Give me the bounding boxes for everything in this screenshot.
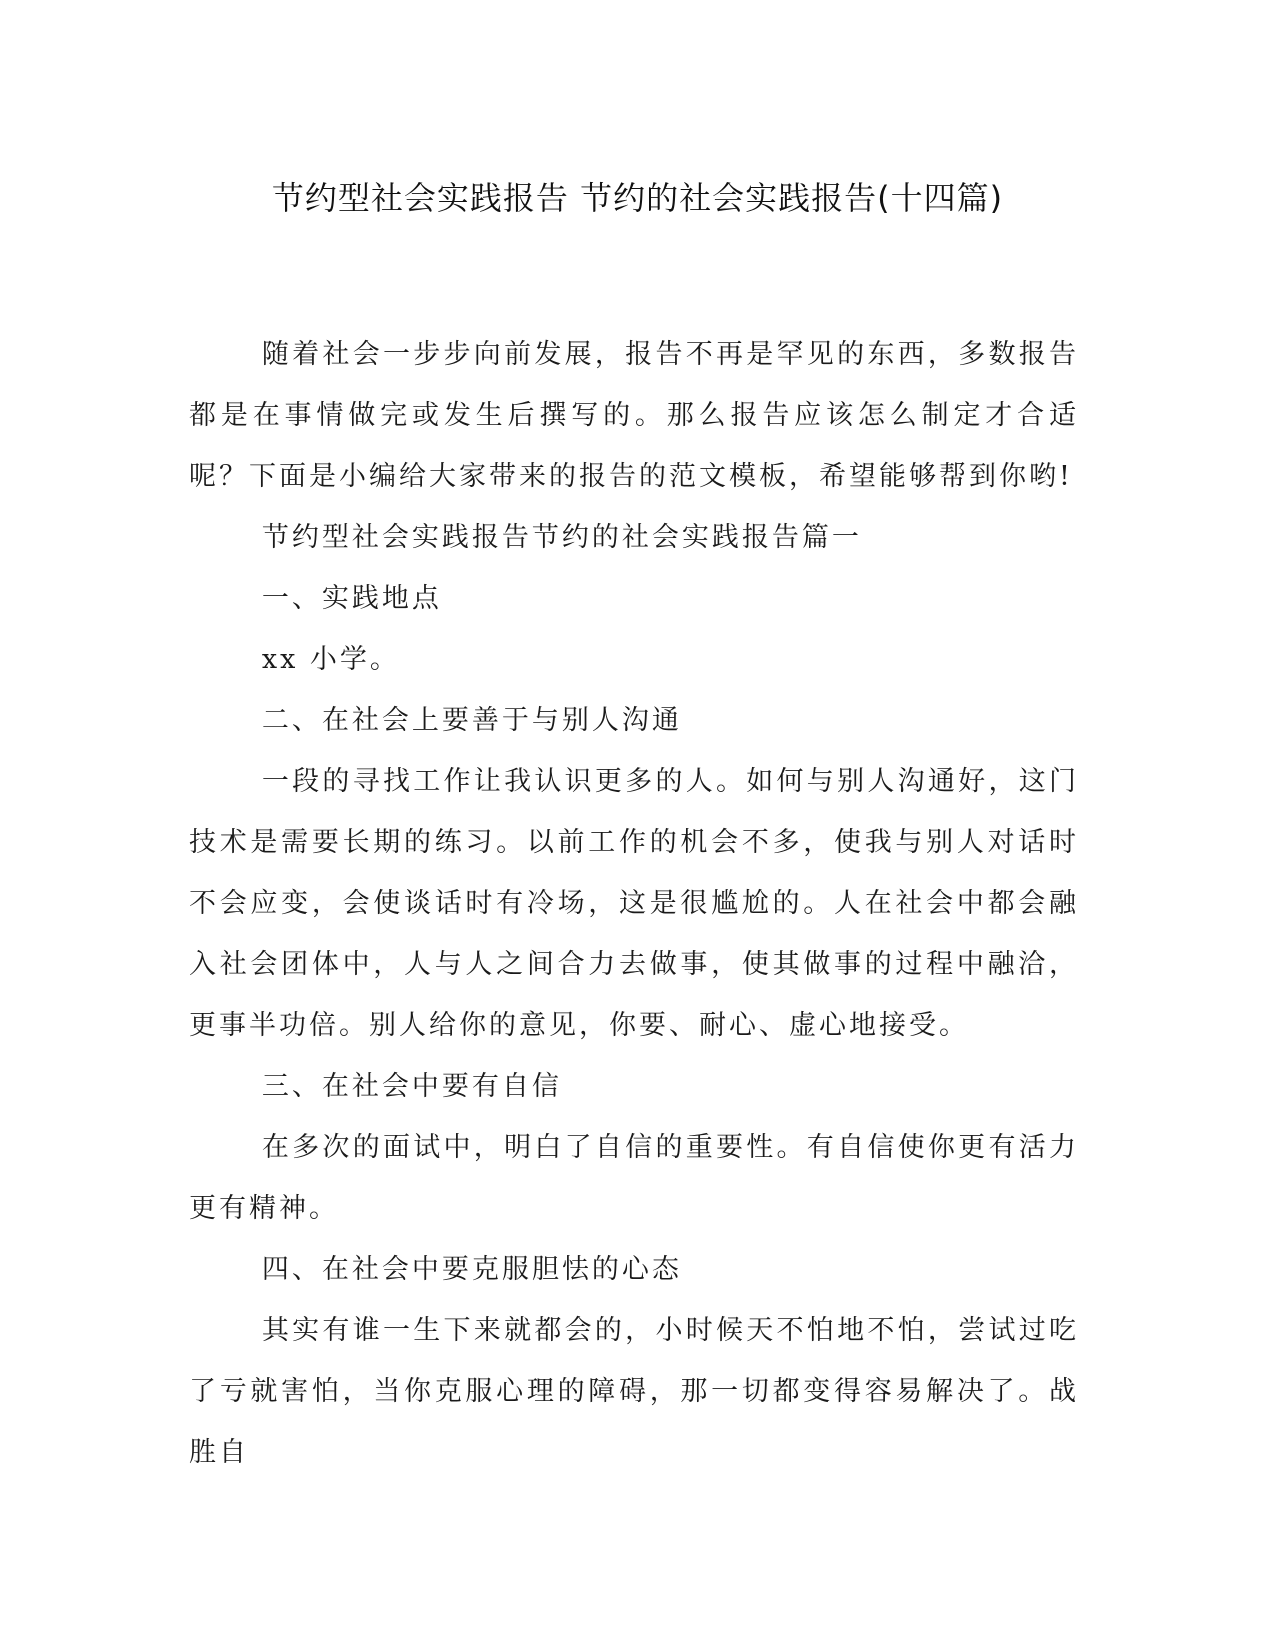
heading-overcome-timidity: 四、在社会中要克服胆怯的心态 [261,1254,682,1285]
intro-paragraph: 随着社会一步步向前发展，报告不再是罕见的东西，多数报告都是在事情做完或发生后撰写的。那么报告应该怎么制定才合适呢？下面是小编给大家带来的报告的范文模板，希望能够帮到你哟! [189,339,1079,492]
heading-communication: 二、在社会上要善于与别人沟通 [261,705,682,736]
document-title: 节约型社会实践报告 节约的社会实践报告(十四篇) [271,179,1004,217]
heading-confidence: 三、在社会中要有自信 [261,1071,562,1102]
confidence-paragraph: 在多次的面试中，明白了自信的重要性。有自信使你更有活力更有精神。 [189,1132,1079,1224]
section-heading-part-one: 节约型社会实践报告节约的社会实践报告篇一 [261,522,862,553]
practice-location-text: xx 小学。 [261,644,400,675]
heading-practice-location: 一、实践地点 [261,583,442,614]
overcome-timidity-paragraph: 其实有谁一生下来就都会的，小时候天不怕地不怕，尝试过吃了亏就害怕，当你克服心理的障碍，那一切都变得容易解决了。战胜自 [189,1315,1079,1468]
communication-paragraph: 一段的寻找工作让我认识更多的人。如何与别人沟通好，这门技术是需要长期的练习。以前工作的机会不多，使我与别人对话时不会应变，会使谈话时有冷场，这是很尴尬的。人在社会中都会融入社会团体中，人与人之间合力去做事，使其做事的过程中融洽，更事半功倍。别人给你的意见，你要、耐心、虚心地接受。 [189,766,1079,1041]
document-body [189,324,1079,1483]
